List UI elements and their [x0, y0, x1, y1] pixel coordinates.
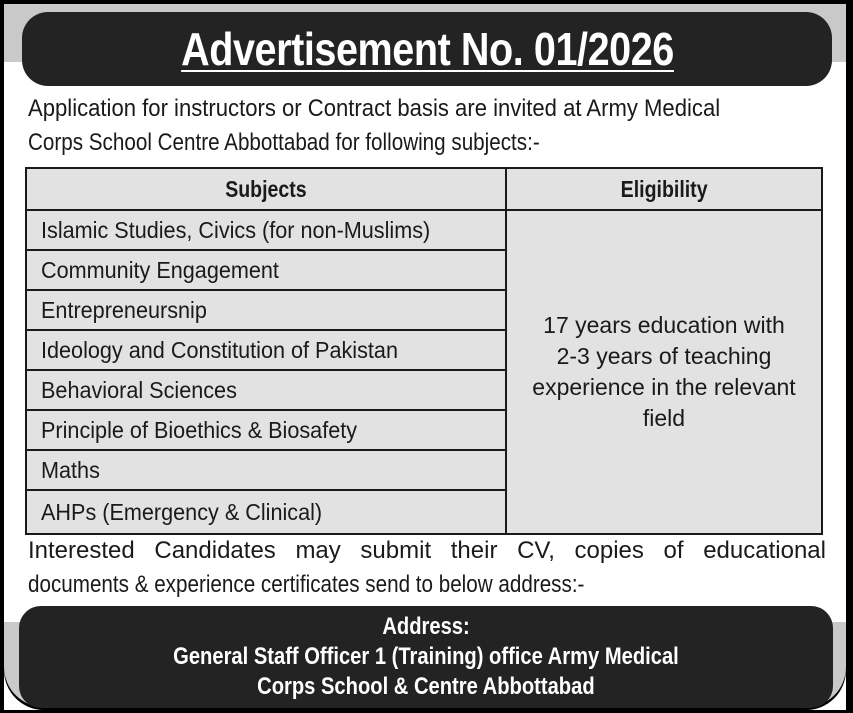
address-label: Address: [382, 613, 470, 640]
address-box [19, 606, 833, 708]
subject-cell: Islamic Studies, Civics (for non-Muslims) [26, 210, 506, 250]
instructions-line-1: Interested Candidates may submit their CV, copies of educational [28, 537, 826, 564]
subject-cell: Community Engagement [26, 250, 506, 290]
subjects-table [25, 167, 823, 535]
address-line-1: General Staff Officer 1 (Training) office Army Medical [173, 643, 679, 670]
intro-line-2: Corps School Centre Abbottabad for following subjects:- [28, 129, 540, 156]
eligibility-line: 17 years education with [543, 312, 785, 338]
eligibility-line: 2-3 years of teaching [556, 343, 772, 369]
eligibility-cell [506, 210, 822, 534]
subject-cell: AHPs (Emergency & Clinical) [26, 490, 506, 534]
column-header-subjects: Subjects [26, 168, 506, 210]
table-header-row [26, 168, 822, 210]
subject-cell: Ideology and Constitution of Pakistan [26, 330, 506, 370]
column-header-eligibility: Eligibility [506, 168, 822, 210]
instructions-line-2: documents & experience certificates send to below address:- [28, 571, 585, 598]
page-title: Advertisement No. 01/2026 [180, 23, 674, 75]
intro-line-1: Application for instructors or Contract basis are invited at Army Medical [28, 95, 721, 122]
eligibility-line: experience in the relevant [532, 374, 796, 400]
address-line-2: Corps School & Centre Abbottabad [257, 673, 595, 700]
subject-cell: Maths [26, 450, 506, 490]
submission-instructions [28, 534, 826, 602]
subject-cell: Behavioral Sciences [26, 370, 506, 410]
header-banner [22, 12, 832, 86]
subject-cell: Entrepreneursnip [26, 290, 506, 330]
table-row [26, 210, 822, 250]
eligibility-line: field [642, 405, 686, 431]
intro-paragraph [28, 92, 826, 160]
subject-cell: Principle of Bioethics & Biosafety [26, 410, 506, 450]
